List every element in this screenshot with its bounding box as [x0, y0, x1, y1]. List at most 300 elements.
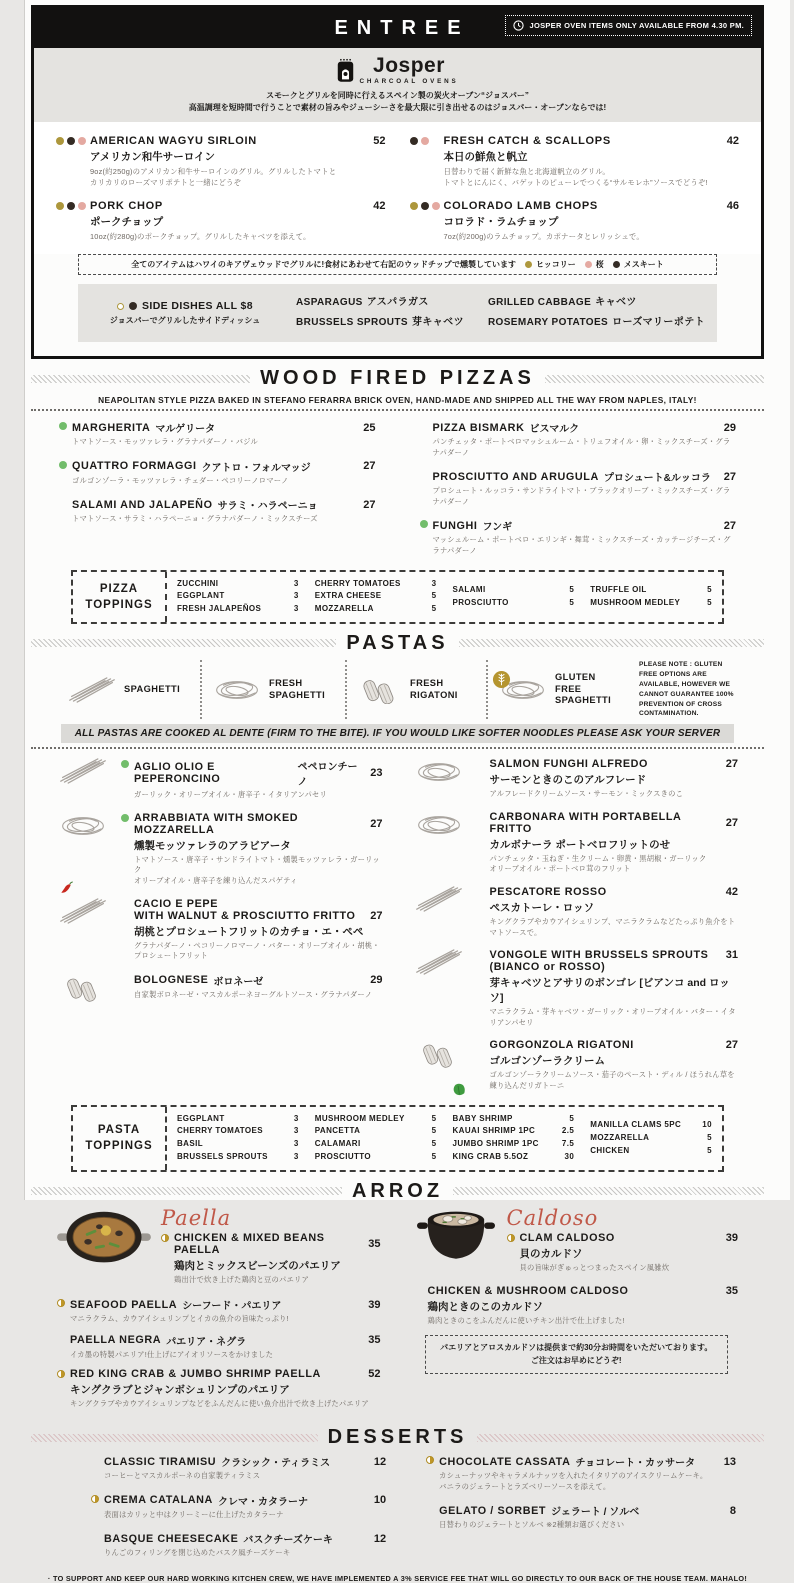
topping-row: JUMBO SHRIMP 1PC 7.5	[452, 1139, 575, 1149]
item-name: CARBONARA WITH PORTABELLA FRITTO	[489, 810, 682, 835]
topping-row: MANILLA CLAMS 5PC 10	[590, 1119, 712, 1129]
item-price: 29	[370, 974, 383, 987]
item-description: パンチェッタ・ポートベロマッシュルーム・トリュフオイル・卵・ミックスチーズ・グラナパダーノ	[432, 437, 731, 457]
josper-logo	[34, 55, 761, 85]
item-name-jp: パエリア・ネグラ	[166, 1336, 247, 1348]
gold-marker-dot	[91, 1495, 99, 1503]
dessert-items	[31, 1454, 764, 1570]
item-price: 27	[363, 498, 376, 511]
pasta-item	[413, 758, 739, 800]
topping-row: PANCETTA 5	[314, 1126, 437, 1136]
hatch-divider	[545, 375, 764, 383]
item-price: 46	[726, 200, 739, 212]
item-price: 12	[373, 1455, 387, 1468]
item-name-jp: 貝のカルドソ	[519, 1247, 583, 1260]
hatch-divider	[31, 1187, 342, 1195]
item-name: CLAM CALDOSO	[519, 1231, 615, 1244]
hatch-divider	[453, 1187, 764, 1195]
item-price: 27	[725, 816, 738, 829]
topping-row: CALAMARI 5	[314, 1139, 437, 1149]
pizza-items	[31, 420, 764, 567]
item-price: 25	[363, 421, 376, 434]
vegetarian-dot	[420, 520, 428, 528]
pastas-section	[31, 632, 764, 1172]
spaghetti-icon	[58, 898, 108, 924]
item-name: GELATO / SORBET	[439, 1504, 547, 1517]
pizzas-title: WOOD FIRED PIZZAS	[260, 367, 535, 390]
side-dishes-header	[90, 300, 280, 326]
item-name-jp: サーモンときのこのアルフレード	[489, 774, 647, 787]
item-price: 31	[725, 949, 738, 962]
topping-row: FRESH JALAPEÑOS 3	[177, 604, 299, 614]
sakura-dot	[585, 261, 592, 268]
item-description: マニラクラム・芽キャベツ・ガーリック・オリーブオイル・バター・イタリアンパセリ	[489, 1007, 736, 1027]
pizza-toppings-box	[71, 570, 724, 624]
menu-item	[56, 200, 386, 242]
caldoso-script-label: Caldoso	[506, 1205, 599, 1230]
wood-note-text: 全てのアイテムはハワイのキアヴェウッドでグリルに!食材にあわせて右記のウッドチップで燻製しています	[131, 260, 516, 270]
vegetarian-dot	[59, 461, 67, 469]
item-price: 27	[370, 817, 383, 830]
arroz-item	[161, 1232, 381, 1286]
item-description: トマトソース・唐辛子・サンドライトマト・燻製モッツァレラ・ガーリック オリーブオイル・唐辛子を練り込んだスパゲティ	[134, 854, 380, 886]
item-name-jp: サラミ・ハラペーニョ	[217, 501, 318, 513]
item-description: キングクラブやカウアイシュリンプ、マニラクラムなどたっぷり魚介をトマトソースで。	[489, 917, 736, 937]
pasta-item	[57, 973, 383, 1002]
item-description: 7oz(約200g)のラムチョップ。カポナータとレリッシュで。	[443, 232, 644, 241]
paella-illustration	[57, 1208, 151, 1268]
item-name: AMERICAN WAGYU SIRLOIN	[90, 134, 257, 147]
wood-chip-dots	[410, 137, 444, 145]
josper-description: スモークとグリルを同時に行えるスペイン製の炭火オーブン“ジョスパー” 高温調理を短時間で行うことで素材の旨みやジューシーさを最大限に引き出せるのはジョスパー・オーブンならでは!	[188, 91, 607, 113]
item-description: 日替わりのジェラートとソルベ ※2種類お選びください	[439, 1520, 625, 1530]
item-name-jp: ビスマルク	[529, 424, 580, 436]
spaghetti-icon	[67, 677, 117, 703]
side-dish-item: ROSEMARY POTATOES ローズマリーポテト	[487, 317, 705, 329]
brand-name: Josper	[373, 54, 445, 77]
item-description: 9oz(約250g)のアメリカン和牛サーロインのグリル。グリルしたトマトと カリカリのローズマリポテトと一緒にどうぞ	[90, 166, 337, 187]
item-description: 鶏出汁で炊き上げた鶏肉と豆のパエリア	[174, 1274, 309, 1284]
side-dishes-band	[78, 284, 717, 342]
josper-band	[34, 48, 761, 122]
topping-row: BABY SHRIMP 5	[452, 1113, 575, 1123]
spaghetti-icon	[58, 758, 108, 784]
side-dishes-title: SIDE DISHES ALL $8	[141, 300, 254, 313]
topping-row: BASIL 3	[177, 1139, 299, 1149]
item-price: 42	[726, 134, 739, 147]
item-name: QUATTRO FORMAGGI	[72, 460, 197, 473]
item-price: 23	[370, 767, 383, 780]
toppings-label: PASTA TOPPINGS	[73, 1107, 167, 1170]
item-name: VONGOLE WITH BRUSSELS SPROUTS	[489, 949, 709, 962]
dessert-item	[91, 1454, 386, 1482]
topping-row: EGGPLANT 3	[177, 591, 299, 601]
pasta-toppings-box	[71, 1105, 724, 1172]
side-dishes-col-1	[296, 293, 472, 333]
dotted-rule	[31, 409, 764, 411]
item-description: パンチェッタ・玉ねぎ・生クリーム・卵黄・黒胡椒・ガーリック オリーブオイル・ポートベロ茸のフリット	[489, 853, 707, 874]
item-name: CACIO E PEPE	[134, 897, 218, 910]
dessert-col-left	[91, 1454, 386, 1570]
pizza-col-left	[59, 420, 376, 567]
spaghetti-icon	[414, 886, 464, 912]
al-dente-banner: ALL PASTAS ARE COOKED AL DENTE (FIRM TO THE BITE). IF YOU WOULD LIKE SOFTER NOODLES PLEASE ASK YOUR SERVER	[61, 724, 735, 743]
gold-marker-dot	[57, 1299, 65, 1307]
item-name-jp: ジェラート / ソルベ	[551, 1507, 640, 1519]
spinach-icon	[451, 1082, 467, 1098]
item-name: MARGHERITA	[72, 421, 151, 434]
wood-chip-dots	[56, 137, 90, 145]
topping-row: PROSCIUTTO 5	[314, 1151, 437, 1161]
item-price: 27	[725, 1039, 738, 1052]
item-name: SALMON FUNGHI ALFREDO	[489, 758, 649, 771]
item-name-jp: キングクラブとジャンボシュリンプのパエリア	[70, 1384, 290, 1397]
item-name: AGLIO OLIO E PEPERONCINO	[134, 761, 221, 786]
item-description: キングクラブやカウアイシュリンプなどをふんだんに使い魚介出汁で炊き上げたパエリア	[70, 1399, 369, 1409]
item-name-jp: 鶏肉とミックスビーンズのパエリア	[174, 1259, 341, 1272]
item-name: ARRABBIATA WITH SMOKED MOZZARELLA	[134, 811, 299, 836]
wood-legend-hickory: ヒッコリー	[525, 259, 576, 270]
item-name-jp: 燻製モッツァレラのアラビアータ	[134, 839, 291, 852]
mesquite-dot	[67, 137, 75, 145]
item-price: 42	[373, 200, 386, 212]
pasta-item	[413, 1039, 739, 1091]
arroz-item	[415, 1285, 739, 1327]
pasta-col-left	[57, 758, 383, 1102]
item-description: トマトソース・サラミ・ハラペーニョ・グラナパダーノ・ミックスチーズ	[72, 514, 318, 524]
item-name-jp: 芽キャベツとアサリのボンゴレ [ビアンコ and ロッソ]	[489, 977, 730, 1005]
arroz-wait-note: パエリアとアロスカルドソは提供まで約30分お時間をいただいております。 ご注文はお早めにどうぞ!	[425, 1335, 729, 1375]
brand-subtitle: CHARCOAL OVENS	[359, 78, 459, 85]
topping-row: MUSHROOM MEDLEY 5	[314, 1113, 437, 1123]
pasta-item	[413, 886, 739, 938]
item-description: 鶏肉ときのこをふんだんに使いチキン出汁で仕上げました!	[427, 1316, 625, 1326]
fresh-rigatoni-icon	[357, 675, 403, 704]
item-price: 13	[723, 1455, 736, 1468]
topping-row: KAUAI SHRIMP 1PC 2.5	[452, 1126, 575, 1136]
hatch-divider	[459, 639, 764, 647]
item-name-jp: バスクチーズケーキ	[243, 1535, 333, 1547]
ring-dot	[117, 303, 124, 310]
item-price: 35	[368, 1334, 381, 1347]
item-price: 27	[363, 460, 376, 473]
item-name-jp: コロラド・ラムチョップ	[443, 216, 559, 228]
item-price: 27	[725, 758, 738, 771]
item-name-jp: マルゲリータ	[155, 424, 216, 436]
sakura-dot	[78, 137, 86, 145]
toppings-group	[177, 1113, 299, 1164]
pizza-item	[59, 420, 376, 448]
hatch-divider	[31, 1434, 318, 1442]
item-name: PIZZA BISMARK	[432, 421, 525, 434]
item-name-jp: 本日の鮮魚と帆立	[443, 150, 528, 163]
item-name: GORGONZOLA RIGATONI	[489, 1039, 634, 1052]
pasta-type: SPAGHETTI	[57, 675, 200, 705]
item-price: 42	[725, 886, 738, 899]
item-name: PROSCIUTTO AND ARUGULA	[432, 470, 599, 483]
toppings-group	[453, 578, 575, 616]
item-price: 35	[725, 1285, 738, 1298]
caldoso-column	[415, 1205, 739, 1418]
item-name-jp: ポークチョップ	[90, 216, 164, 228]
item-name: BOLOGNESE	[134, 974, 209, 987]
item-description: 表面はカリッと中はクリーミーに仕上げたカタラーナ	[104, 1509, 284, 1519]
mesquite-dot	[129, 302, 137, 310]
dotted-rule	[31, 747, 764, 749]
topping-row: TRUFFLE OIL 5	[590, 584, 712, 594]
pasta-item	[57, 812, 383, 887]
pasta-item	[57, 758, 383, 801]
item-price: 27	[723, 470, 736, 483]
pasta-item	[57, 898, 383, 962]
topping-row: EXTRA CHEESE 5	[314, 591, 437, 601]
item-name-jp: アメリカン和牛サーロイン	[90, 150, 215, 163]
topping-row: CHICKEN 5	[590, 1145, 712, 1155]
pizza-item	[59, 497, 376, 525]
josper-availability-badge	[505, 15, 752, 36]
item-description: 貝の旨味がぎゅっとつまったスペイン風雑炊	[519, 1262, 670, 1272]
item-name: FUNGHI	[432, 519, 478, 532]
arroz-item	[57, 1368, 381, 1410]
item-name: BASQUE CHEESECAKE	[104, 1532, 239, 1545]
topping-row: KING CRAB 5.5OZ 30	[452, 1151, 575, 1161]
entree-items	[34, 122, 761, 254]
desserts-title: DESSERTS	[327, 1426, 468, 1449]
item-name-jp: フンギ	[482, 522, 513, 534]
entree-title: ENTREE	[334, 16, 470, 39]
pizzas-section	[31, 367, 764, 624]
item-name-jp: クラシック・ティラミス	[221, 1458, 331, 1470]
item-name: CHICKEN & MUSHROOM CALDOSO	[427, 1285, 629, 1298]
item-name-jp: ペペロンチーノ	[297, 762, 358, 789]
arroz-title: ARROZ	[351, 1179, 444, 1202]
menu-page	[24, 0, 790, 1583]
side-dishes-col-2	[488, 293, 705, 333]
entree-col-right	[410, 135, 740, 254]
item-description: 10oz(約280g)のポークチョップ。グリルしたキャベツを添えて。	[90, 232, 311, 241]
rigatoni-icon	[61, 973, 105, 1002]
item-description: プロシュート・ルッコラ・サンドライトマト・ブラックオリーブ・ミックスチーズ・グラナパダーノ	[432, 486, 731, 506]
pizza-item	[420, 518, 737, 556]
pasta-items	[31, 758, 764, 1102]
topping-row: SALAMI 5	[452, 584, 575, 594]
mesquite-dot	[67, 202, 75, 210]
paella-column	[57, 1205, 381, 1418]
item-description: コーヒーとマスカルポーネの自家製ティラミス	[104, 1471, 261, 1481]
topping-row: CHERRY TOMATOES 3	[314, 578, 437, 588]
pasta-col-right	[413, 758, 739, 1102]
fresh-spaghetti-icon	[212, 676, 262, 704]
toppings-label: PIZZA TOPPINGS	[73, 572, 167, 622]
item-name: FRESH CATCH & SCALLOPS	[443, 134, 611, 147]
topping-row: MOZZARELLA 5	[590, 1132, 712, 1142]
dessert-item	[91, 1531, 386, 1559]
pasta-item	[413, 811, 739, 875]
gold-marker-dot	[161, 1234, 169, 1242]
wood-legend-sakura: 桜	[585, 259, 604, 270]
item-price: 10	[373, 1494, 387, 1507]
item-price: 29	[723, 421, 736, 434]
entree-section	[31, 5, 764, 359]
gluten-free-note: PLEASE NOTE : GLUTEN FREE OPTIONS ARE AVAILABLE, HOWEVER WE CANNOT GUARANTEE 100% PREVENTION OF CROSS CONTAMINATION.	[639, 660, 734, 718]
hickory-dot	[525, 261, 532, 268]
rigatoni-icon	[417, 1039, 461, 1068]
arroz-item	[57, 1297, 381, 1325]
item-name: SALAMI AND JALAPEÑO	[72, 498, 213, 511]
toppings-group	[590, 1113, 712, 1164]
menu-item	[56, 135, 386, 188]
sakura-dot	[421, 137, 429, 145]
wood-legend-mesquite: メスキート	[613, 259, 664, 270]
item-name: CREMA CATALANA	[104, 1494, 213, 1507]
item-name: PAELLA NEGRA	[70, 1334, 162, 1347]
item-description: ガーリック・オリーブオイル・唐辛子・イタリアンパセリ	[134, 790, 328, 800]
item-name: CHICKEN & MIXED BEANS PAELLA	[174, 1231, 325, 1256]
hatch-divider	[31, 639, 336, 647]
desserts-section	[31, 1426, 764, 1583]
item-name-jp: 胡桃とプロシュートフリットのカチョ・エ・ペペ	[134, 925, 364, 938]
topping-row: MOZZARELLA 5	[314, 604, 437, 614]
side-dish-item: BRUSSELS SPROUTS 芽キャベツ	[296, 317, 464, 329]
item-description: アルフレードクリームソース・サーモン・ミックスきのこ	[489, 789, 684, 799]
item-description: 日替わりで届く新鮮な魚と北海道帆立のグリル。 トマトとにんにく、バゲットのピューレでつくる“サルモレホ”ソースでどうぞ!	[443, 166, 708, 187]
item-description: イカ墨の特製パエリア!仕上げにアイオリソースをかけました	[70, 1349, 274, 1359]
item-name: CLASSIC TIRAMISU	[104, 1455, 217, 1468]
pasta-type: FRESH SPAGHETTI	[200, 660, 345, 719]
side-dish-item: GRILLED CABBAGE キャベツ	[487, 297, 637, 309]
menu-item	[410, 200, 740, 242]
side-dish-item: ASPARAGUS アスパラガス	[296, 297, 429, 309]
hickory-dot	[56, 137, 64, 145]
item-name: COLORADO LAMB CHOPS	[443, 200, 598, 212]
item-name-line2: (BIANCO or ROSSO)	[489, 961, 606, 974]
item-name-jp: ボロネーゼ	[213, 976, 264, 988]
item-price: 12	[373, 1532, 387, 1545]
gold-marker-dot	[57, 1370, 65, 1378]
clock-icon	[513, 20, 524, 31]
arroz-item	[507, 1232, 739, 1274]
item-name-line2: WITH WALNUT & PROSCIUTTO FRITTO	[134, 909, 356, 922]
item-price: 27	[723, 519, 736, 532]
item-description: マニラクラム、カウアイシュリンプとイカの魚介の旨味たっぷり!	[70, 1314, 289, 1324]
chili-icon	[59, 880, 74, 895]
item-name: PESCATORE ROSSO	[489, 886, 607, 899]
item-price: 52	[368, 1368, 381, 1381]
dessert-item	[426, 1503, 736, 1531]
gold-marker-dot	[507, 1234, 515, 1242]
paella-script-label: Paella	[161, 1205, 232, 1230]
item-name-jp: シーフード・パエリア	[182, 1301, 282, 1313]
dessert-item	[91, 1493, 386, 1521]
topping-row: BRUSSELS SPROUTS 3	[177, 1151, 299, 1161]
toppings-group	[453, 1113, 575, 1164]
topping-row: PROSCIUTTO 5	[452, 597, 575, 607]
item-name-jp: カルボナーラ ポートベロフリットのせ	[489, 838, 671, 851]
item-description: ゴルゴンゾーラクリームソース・茄子のペースト・ディル / ほうれん草を練り込んだリガトーニ	[489, 1070, 735, 1090]
pasta-item	[413, 949, 739, 1028]
toppings-group	[315, 578, 437, 616]
item-name-jp: プロシュート&ルッコラ	[603, 473, 711, 485]
item-name: CHOCOLATE CASSATA	[439, 1455, 571, 1468]
service-fee-note: · TO SUPPORT AND KEEP OUR HARD WORKING KITCHEN CREW, WE HAVE IMPLEMENTED A 3% SERVICE FEE THAT WILL GO DIRECTLY TO OUR BACK OF THE HOUSE TEAM. MAHALO!	[47, 1573, 748, 1583]
pizza-col-right	[420, 420, 737, 567]
item-name-jp: チョコレート・カッサータ	[575, 1458, 696, 1470]
spaghetti-icon	[414, 949, 464, 975]
arroz-item	[57, 1333, 381, 1361]
gold-marker-dot	[426, 1456, 434, 1464]
item-price: 39	[368, 1298, 381, 1311]
topping-row: EGGPLANT 3	[177, 1113, 299, 1123]
dessert-col-right	[426, 1454, 736, 1570]
hickory-dot	[56, 202, 64, 210]
sakura-dot	[432, 202, 440, 210]
item-name: RED KING CRAB & JUMBO SHRIMP PAELLA	[70, 1368, 321, 1381]
wood-chips-note	[78, 254, 717, 275]
item-name-jp: ペスカトーレ・ロッソ	[489, 902, 595, 915]
vegetarian-dot	[59, 422, 67, 430]
pizza-item	[420, 469, 737, 507]
pasta-type: FRESH RIGATONI	[345, 660, 486, 719]
menu-item	[410, 135, 740, 188]
wood-chip-dots	[410, 202, 444, 210]
arroz-section	[31, 1180, 764, 1418]
pizza-intro: NEAPOLITAN STYLE PIZZA BAKED IN STEFANO FERARRA BRICK OVEN, HAND-MADE AND SHIPPED ALL THE WAY FROM NAPLES, ITALY!	[98, 395, 697, 406]
entree-col-left	[56, 135, 386, 254]
item-price: 52	[373, 134, 386, 147]
side-dishes-subtitle-jp: ジョスパーでグリルしたサイドディッシュ	[109, 316, 261, 326]
item-price: 8	[729, 1504, 736, 1517]
item-name: PORK CHOP	[90, 200, 163, 212]
caldoso-illustration	[415, 1208, 497, 1266]
fresh-spaghetti-icon	[58, 812, 108, 840]
mesquite-dot	[421, 202, 429, 210]
item-description: トマトソース・モッツァレラ・グラナパダーノ・バジル	[72, 437, 258, 447]
fresh-spaghetti-icon	[414, 811, 464, 839]
pasta-type: GLUTEN FREE SPAGHETTI	[486, 660, 631, 719]
item-name: SEAFOOD PAELLA	[70, 1298, 178, 1311]
item-price: 27	[370, 909, 383, 922]
item-description: 自家製ボロネーゼ・マスカルポーネヨーグルトソース・グラナパダーノ	[134, 989, 373, 999]
toppings-group	[590, 578, 712, 616]
item-price: 35	[368, 1237, 381, 1250]
pizza-item	[420, 420, 737, 458]
item-name-jp: クレマ・カタラーナ	[217, 1496, 308, 1508]
pastas-title: PASTAS	[346, 631, 449, 654]
hatch-divider	[477, 1434, 764, 1442]
toppings-group	[177, 578, 299, 616]
oven-icon	[337, 58, 354, 83]
item-name-jp: クアトロ・フォルマッジ	[201, 462, 311, 474]
item-description: グラナパダーノ・ペコリーノロマーノ・バター・オリーブオイル・胡桃・プロシュートフリット	[134, 940, 380, 961]
badge-text: JOSPER OVEN ITEMS ONLY AVAILABLE FROM 4.30 PM.	[529, 21, 744, 30]
vegetarian-dot	[121, 814, 129, 822]
item-description: りんごのフィリングを閉じ込めたバスク風チーズケーキ	[104, 1548, 291, 1558]
hatch-divider	[31, 375, 250, 383]
mesquite-dot	[410, 137, 418, 145]
topping-row: ZUCCHINI 3	[177, 578, 299, 588]
gluten-free-icon	[498, 676, 548, 704]
wood-chip-dots	[56, 202, 90, 210]
entree-header	[34, 8, 761, 48]
item-description: ゴルゴンゾーラ・モッツァレラ・チェダー・ペコリーノロマーノ	[72, 475, 289, 485]
topping-row: MUSHROOM MEDLEY 5	[590, 597, 712, 607]
hickory-dot	[410, 202, 418, 210]
vegetarian-dot	[121, 760, 129, 768]
item-description: マッシュルーム・ポートベロ・エリンギ・舞茸・ミックスチーズ・カッテージチーズ・グラナパダーノ	[432, 535, 731, 555]
dessert-item	[426, 1454, 736, 1492]
topping-row: CHERRY TOMATOES 3	[177, 1126, 299, 1136]
pasta-types	[57, 660, 738, 719]
